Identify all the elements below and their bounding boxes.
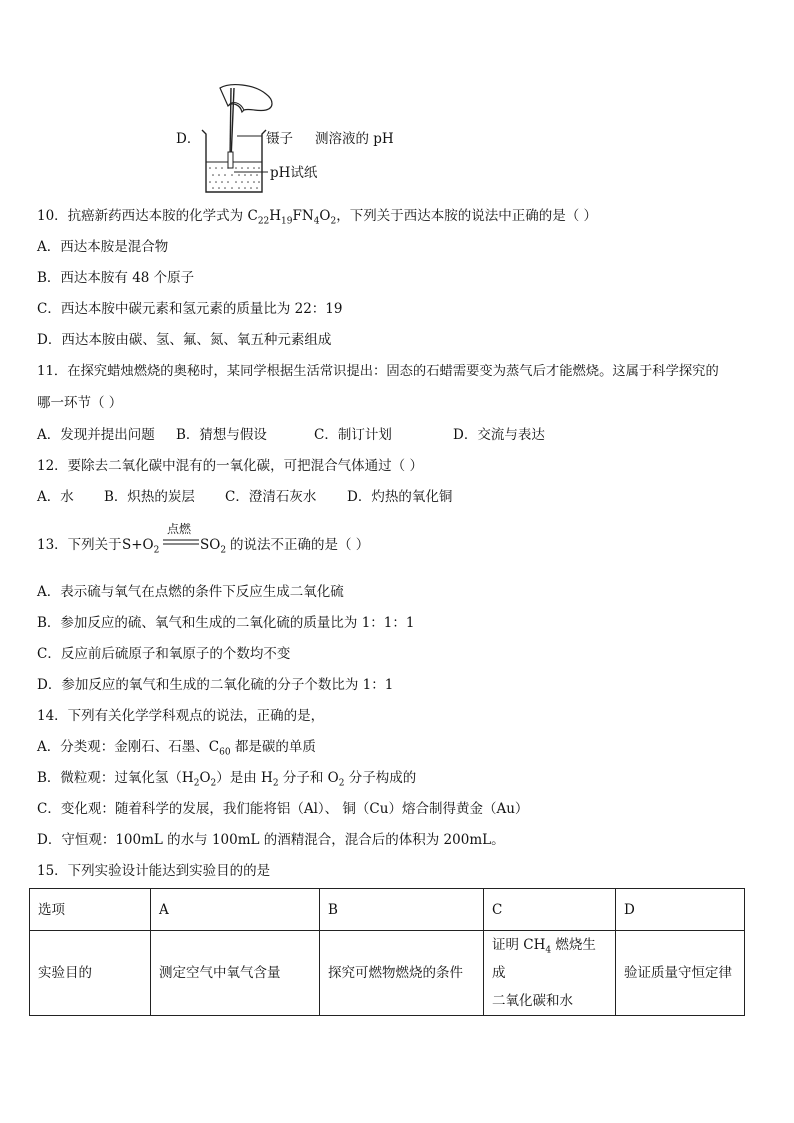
hand-icon: [220, 85, 272, 112]
q13-option-a: A．表示硫与氧气在点燃的条件下反应生成二氧化硫: [37, 584, 344, 600]
table-cell: 选项: [30, 889, 151, 931]
beaker-icon: [202, 130, 266, 192]
q11-stem-line2: 哪一环节（ ）: [37, 395, 123, 411]
q12-option-d: D．灼热的氧化铜: [347, 489, 453, 505]
q14-option-c: C．变化观：随着科学的发展，我们能将铝（Al）、 铜（Cu）熔合制得黄金（Au）: [37, 801, 529, 817]
table-cell: D: [616, 889, 745, 931]
table-header-row: [30, 889, 745, 931]
table-cell: B: [320, 889, 484, 931]
q15-options-table: [29, 888, 745, 1016]
equals-sign-icon: [163, 539, 199, 547]
q12-option-c: C．澄清石灰水: [225, 489, 317, 505]
q14-option-d: D．守恒观：100mL 的水与 100mL 的酒精混合，混合后的体积为 200mL。: [37, 832, 505, 848]
table-cell: A: [151, 889, 320, 931]
q13-stem-post: 的说法不正确的是（ ）: [230, 537, 370, 553]
tweezers-label: 镊子: [266, 131, 293, 147]
q11-option-b: B．猜想与假设: [176, 427, 267, 443]
table-cell: 实验目的: [30, 931, 151, 1016]
q10-option-c: C．西达本胺中碳元素和氢元素的质量比为 22：19: [37, 301, 343, 317]
q11-option-d: D．交流与表达: [453, 427, 545, 443]
q11-stem-line1: 11．在探究蜡烛燃烧的奥秘时，某同学根据生活常识提出：固态的石蜡需要变为蒸气后才能燃烧。这属于科学探究的: [37, 364, 719, 379]
q13-eq-left: $S+O_2$: [122, 537, 160, 556]
q14-stem: 14．下列有关化学学科观点的说法，正确的是，: [37, 708, 325, 724]
q11-option-a: A．发现并提出问题: [37, 427, 155, 443]
table-row: [30, 931, 745, 1016]
q13-stem-prefix: 13．下列关于: [37, 537, 122, 553]
q10-option-a: A．西达本胺是混合物: [37, 239, 169, 255]
q10-stem: 10．抗癌新药西达本胺的化学式为 $C_{22}H_{19}FN_4O_2$，下列关于西达本胺的说法中正确的是（ ）: [37, 208, 598, 227]
q13-option-c: C．反应前后硫原子和氧原子的个数均不变: [37, 646, 291, 662]
ph-paper-label: pH试纸: [270, 165, 318, 181]
q14-option-a: A．分类观：金刚石、石墨、$C_{60}$ 都是碳的单质: [37, 739, 316, 758]
q12-option-b: B．炽热的炭层: [104, 489, 195, 505]
q10-option-d: D．西达本胺由碳、氢、氟、氮、氧五种元素组成: [37, 332, 332, 348]
q12-option-a: A．水: [37, 489, 74, 505]
q13-eq-right: $SO_2$: [200, 537, 227, 556]
q10-option-b: B．西达本胺有 48 个原子: [37, 270, 195, 286]
table-cell: C: [484, 889, 616, 931]
table-cell: 探究可燃物燃烧的条件: [320, 931, 484, 1016]
table-cell: 验证质量守恒定律: [616, 931, 745, 1016]
liquid-dots: [209, 167, 260, 189]
q15-stem: 15．下列实验设计能达到实验目的的是: [37, 863, 271, 879]
q14-option-b: B．微粒观：过氧化氢$(H_2O_2)$是由 $H_2$ 分子和 $O_2$ 分子构成的: [37, 770, 417, 789]
table-cell: 测定空气中氧气含量: [151, 931, 320, 1016]
table-cell: 证明 $CH_4$ 燃烧生成 二氧化碳和水: [484, 931, 616, 1016]
q13-option-b: B．参加反应的硫、氧气和生成的二氧化硫的质量比为 1：1：1: [37, 615, 415, 631]
q13-option-d: D．参加反应的氧气和生成的二氧化硫的分子个数比为 1：1: [37, 677, 394, 693]
option-d-label: D．: [176, 131, 201, 147]
q11-option-c: C．制订计划: [314, 427, 392, 443]
ph-paper-icon: [228, 152, 233, 168]
q12-stem: 12．要除去二氧化碳中混有的一氧化碳，可把混合气体通过（ ）: [37, 458, 423, 474]
figure-caption: 测溶液的 pH: [315, 131, 394, 147]
q13-condition: 点燃: [167, 522, 192, 536]
